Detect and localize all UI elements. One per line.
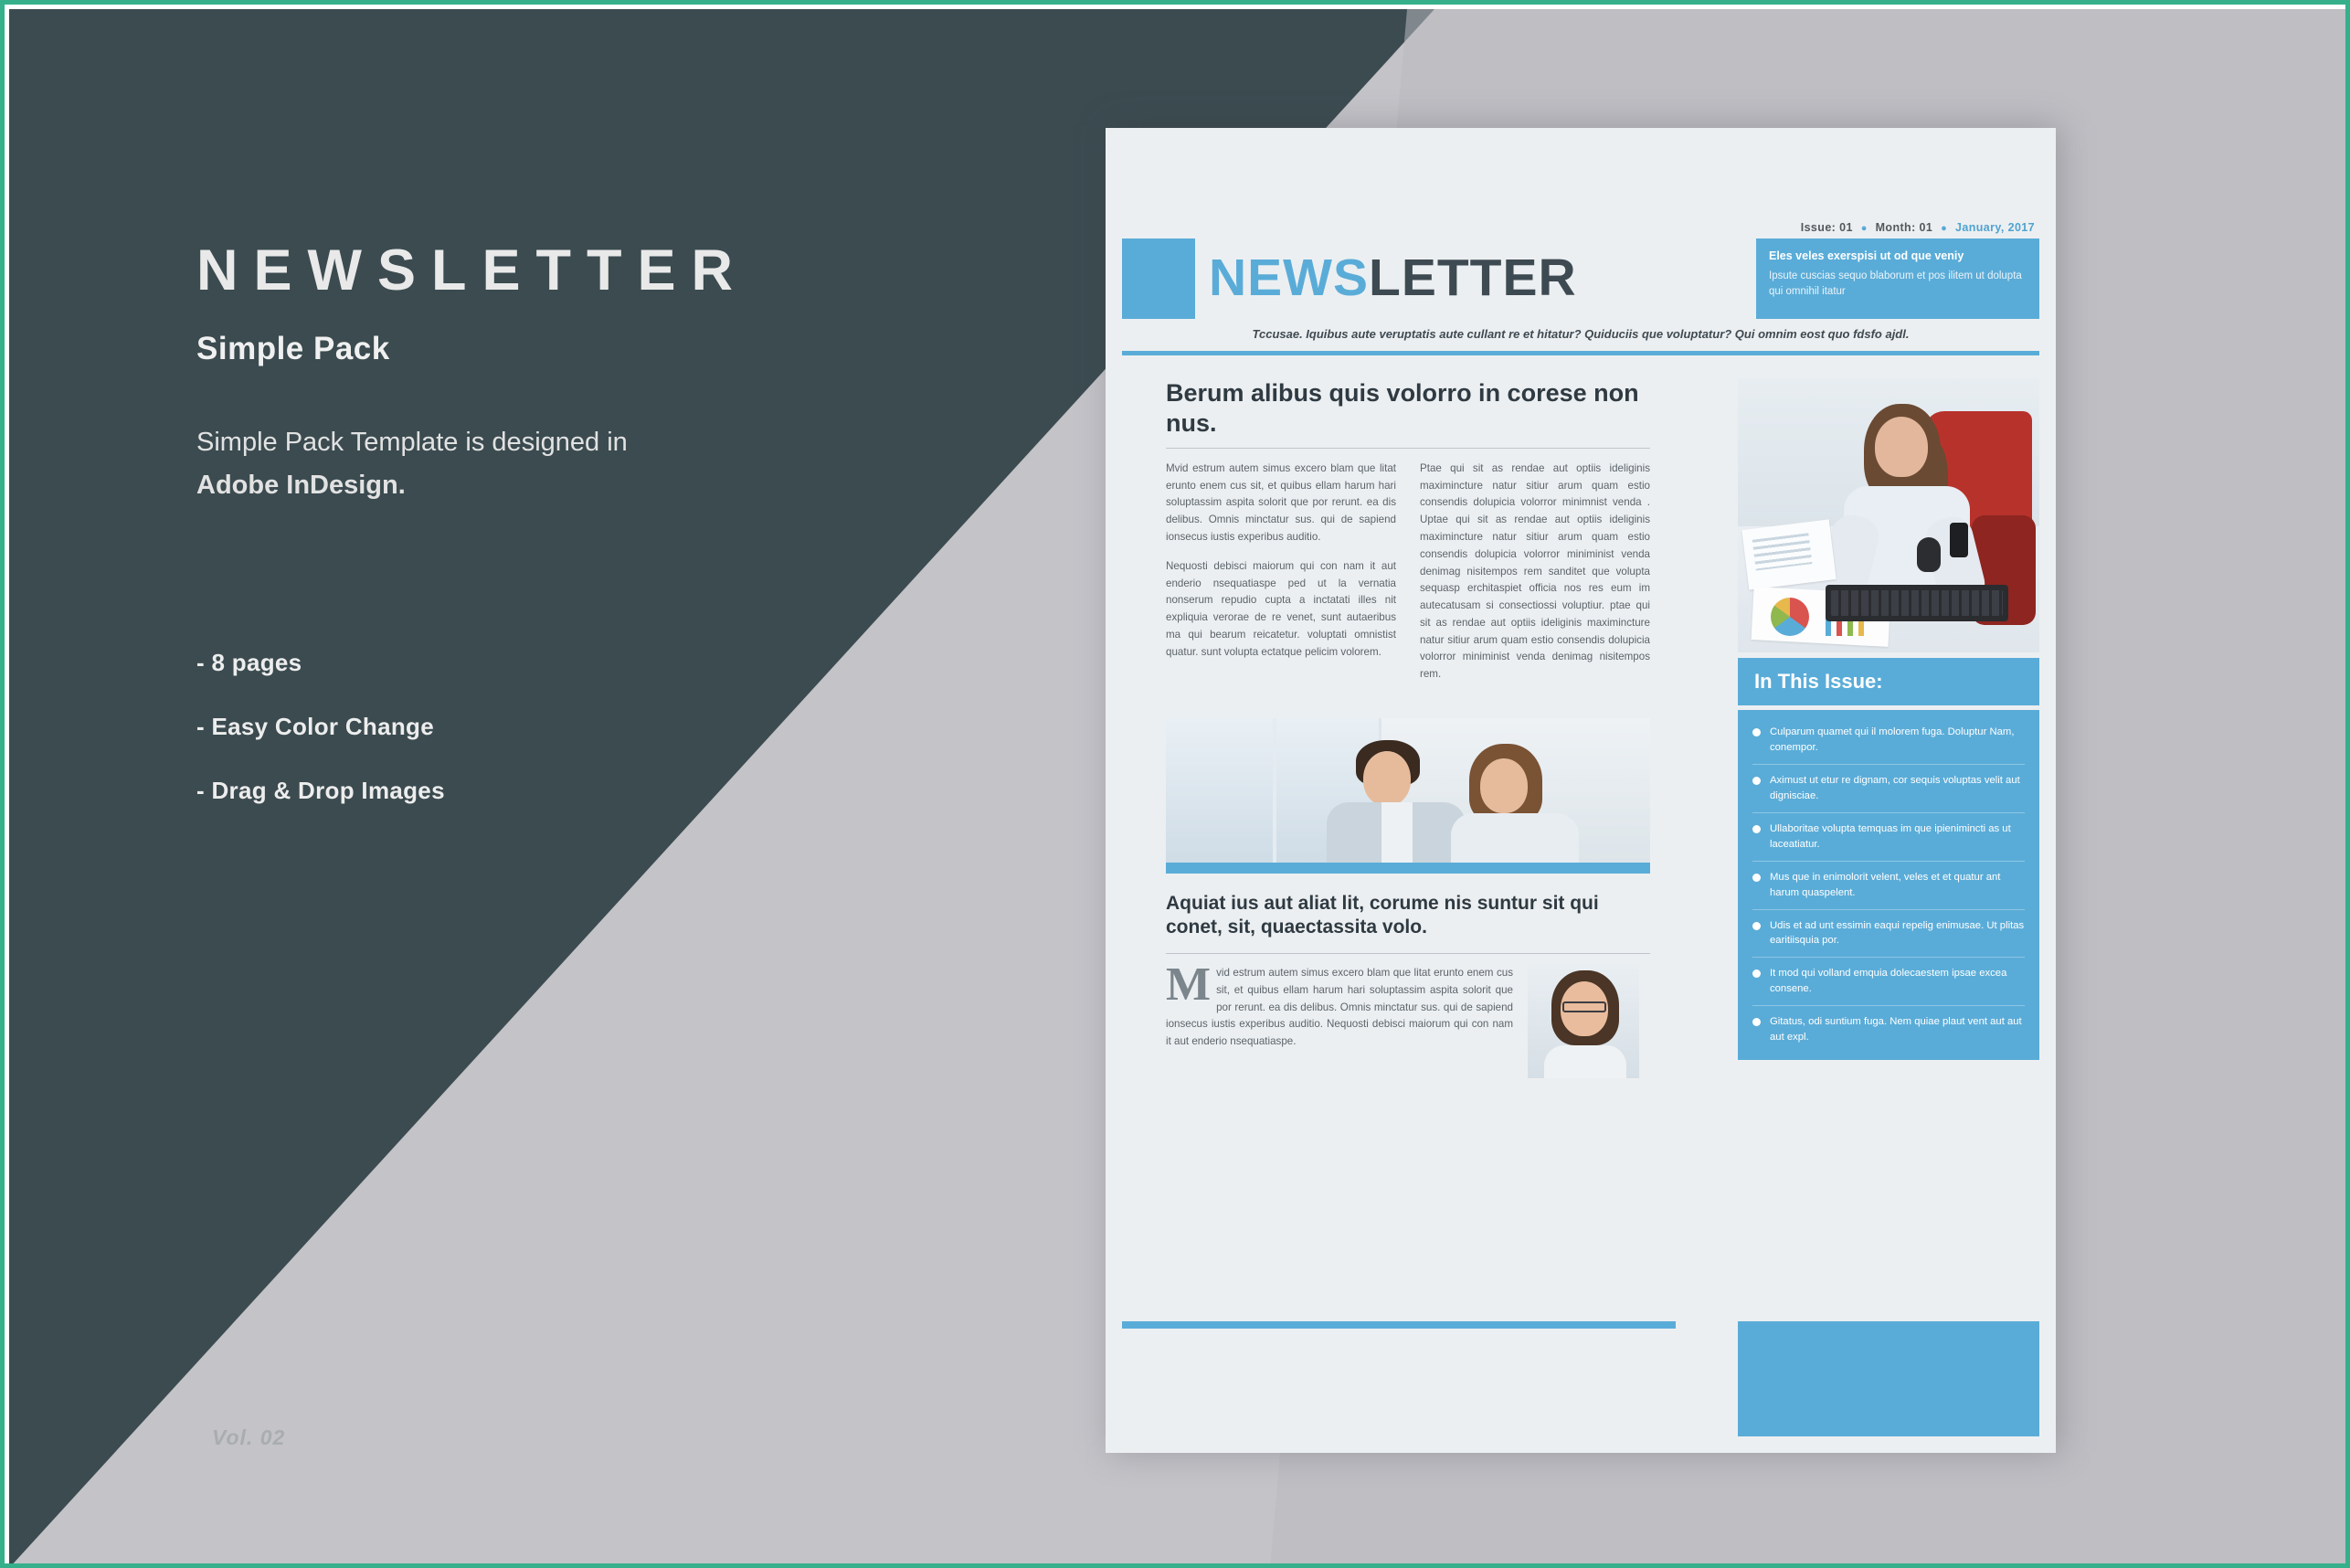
desk-photo xyxy=(1738,378,2039,652)
person-body xyxy=(1544,1045,1626,1078)
drop-cap: M xyxy=(1166,959,1212,1011)
list-item xyxy=(1752,725,2025,765)
portrait-photo xyxy=(1528,965,1639,1078)
masthead-box-text: Ipsute cuscias sequo blaborum et pos ilitem ut dolupta qui omnihil itatur xyxy=(1769,270,2022,297)
volume-label: Vol. 02 xyxy=(212,1425,286,1449)
promo-description-text: Simple Pack Template is designed in xyxy=(196,428,628,457)
promo-subtitle: Simple Pack xyxy=(196,331,390,366)
issue-box-list xyxy=(1738,710,2039,1060)
article-two-body xyxy=(1166,959,1513,1078)
masthead-title xyxy=(1209,246,1577,310)
mouse xyxy=(1917,537,1941,572)
document-sheet xyxy=(1741,519,1836,589)
issue-meta xyxy=(1801,221,2035,234)
masthead-highlight-box xyxy=(1756,238,2039,319)
list-item-text: Gitatus, odi suntium fuga. Nem quiae plaut vent aut aut aut expl. xyxy=(1770,1016,2022,1044)
feature-item: - Drag & Drop Images xyxy=(196,777,445,804)
bullet-icon xyxy=(1752,825,1761,833)
meta-month: Month: 01 xyxy=(1875,221,1933,234)
sidebar-rail xyxy=(1738,378,2039,1060)
list-item xyxy=(1752,1014,2025,1045)
divider xyxy=(1166,953,1650,954)
list-item-text: It mod qui volland emquia dolecaestem ipsae excea consene. xyxy=(1770,968,2007,995)
article-one-columns xyxy=(1166,461,1650,695)
paragraph: Nequosti debisci maiorum qui con nam it aut enderio nsequatiaspe ped ut la vernatia nonserum repudio cupta a inctatati illes nit expliquia verorae de re venet, sunt autaeribus ma qui bearum reicatetur. voluptati omnistist quatur. sunt volupta ectatque pelicim volorem. xyxy=(1166,559,1396,658)
bullet-icon xyxy=(1752,728,1761,736)
article-one-col-1 xyxy=(1166,461,1396,695)
glasses-icon xyxy=(1562,1001,1606,1012)
list-item-text: Ullaboritae volupta temquas im que ipienimincti as ut laceatiatur. xyxy=(1770,822,2011,850)
list-item xyxy=(1752,821,2025,862)
person-head xyxy=(1875,417,1928,477)
list-item-text: Culparum quamet qui il molorem fuga. Doluptur Nam, conempor. xyxy=(1770,726,2015,753)
person-head xyxy=(1363,751,1411,806)
article-two xyxy=(1166,959,1650,1078)
list-item xyxy=(1752,870,2025,910)
meta-date: January, 2017 xyxy=(1955,221,2035,234)
meta-separator-icon: ● xyxy=(1941,223,1948,234)
masthead-word-news: NEWS xyxy=(1209,249,1369,307)
masthead-box-title: Eles veles exerspisi ut od que veniy xyxy=(1769,249,1964,262)
feature-item: - Easy Color Change xyxy=(196,713,434,740)
list-item-text: Mus que in enimolorit velent, veles et et quatur ant harum quaspelent. xyxy=(1770,871,2001,898)
article-one-col-2 xyxy=(1420,461,1650,695)
feature-item: - 8 pages xyxy=(196,649,302,676)
article-one xyxy=(1166,378,1650,695)
paragraph: Mvid estrum autem simus excero blam que litat erunto enem cus sit, et quibus ellam harum hari soluptassim aspita solorit que por rerunt. ea dis delibus. Omnis minctatur sus. qui de sapiend ionsecus iustis experibus auditio. xyxy=(1166,461,1396,543)
bullet-icon xyxy=(1752,874,1761,882)
bullet-icon xyxy=(1752,1018,1761,1026)
promo-feature-list xyxy=(196,649,836,841)
pie-chart-graphic xyxy=(1771,598,1809,636)
person-body xyxy=(1451,813,1579,863)
page-content xyxy=(1122,144,2039,1436)
header-rule xyxy=(1122,351,2039,355)
footer-accent-box xyxy=(1738,1321,2039,1436)
bullet-icon xyxy=(1752,777,1761,785)
phone xyxy=(1950,523,1968,557)
list-item-text: Aximust ut etur re dignam, cor sequis voluptas velit aut dignisciae. xyxy=(1770,774,2020,801)
article-one-headline: Berum alibus quis volorro in corese non nus. xyxy=(1166,379,1639,437)
paragraph: Ptae qui sit as rendae aut optiis ideliginis maximincture natur sitiur arum quam estio consendis dolupicia volorror minimnist venda . Uptae qui sit as rendae aut optiis ideliginis maximincture natur sitiur arum quam estio consendis dolupicia volorror miniminist venda denimag nisitempos rem sanditet que volupta sequasp erchitaspiet officia nos res eum im autecatusam si consectiossi voluptiur. ptae qui sit as rendae aut optiis ideliginis maximincture natur sitiur arum quam estio consendis dolupicia volorror miniminist venda denimag nisitempos rem. xyxy=(1420,461,1650,681)
list-item xyxy=(1752,773,2025,813)
person-head xyxy=(1480,758,1528,813)
article-two-headline: Aquiat ius aut aliat lit, corume nis suntur sit qui conet, sit, quaectassita volo. xyxy=(1166,893,1599,938)
presentation-canvas xyxy=(9,9,2350,1568)
photo-accent-bar xyxy=(1166,863,1650,874)
promo-title: NEWSLETTER xyxy=(196,238,748,302)
list-item xyxy=(1752,966,2025,1006)
article-two-text: vid estrum autem simus excero blam que litat erunto enem cus sit, et quibus ellam harum hari soluptassim aspita solorit que por rerunt. ea dis delibus. Omnis minctatur sus. qui de sapiend ionsecus iustis experibus auditio. Nequosti debisci maiorum qui con nam it aut enderio nsequatiaspe. xyxy=(1166,967,1513,1048)
person-shirt xyxy=(1381,802,1413,863)
promo-block xyxy=(196,238,1019,506)
divider xyxy=(1166,448,1650,449)
keyboard xyxy=(1826,585,2008,621)
meeting-photo xyxy=(1166,718,1650,863)
footer-accent-bar xyxy=(1122,1321,1676,1329)
promo-description-strong: Adobe InDesign. xyxy=(196,470,406,500)
masthead xyxy=(1122,238,2039,319)
bullet-icon xyxy=(1752,922,1761,930)
bullet-icon xyxy=(1752,969,1761,978)
list-item-text: Udis et ad unt essimin eaqui repelig enimusae. Ut plitas earitiisquia por. xyxy=(1770,919,2025,947)
list-item xyxy=(1752,918,2025,959)
meta-separator-icon: ● xyxy=(1860,223,1868,234)
masthead-word-letter: LETTER xyxy=(1369,249,1577,307)
tagline: Tccusae. Iquibus aute veruptatis aute cullant re et hitatur? Quiduciis que voluptatur? Qui omnim eost quo fdsfo ajdl. xyxy=(1252,327,1910,341)
meta-issue: Issue: 01 xyxy=(1800,221,1853,234)
newsletter-page xyxy=(1106,128,2056,1453)
promo-description xyxy=(196,422,1019,506)
issue-box-title: In This Issue: xyxy=(1738,658,2039,705)
masthead-accent-block xyxy=(1122,238,1195,319)
